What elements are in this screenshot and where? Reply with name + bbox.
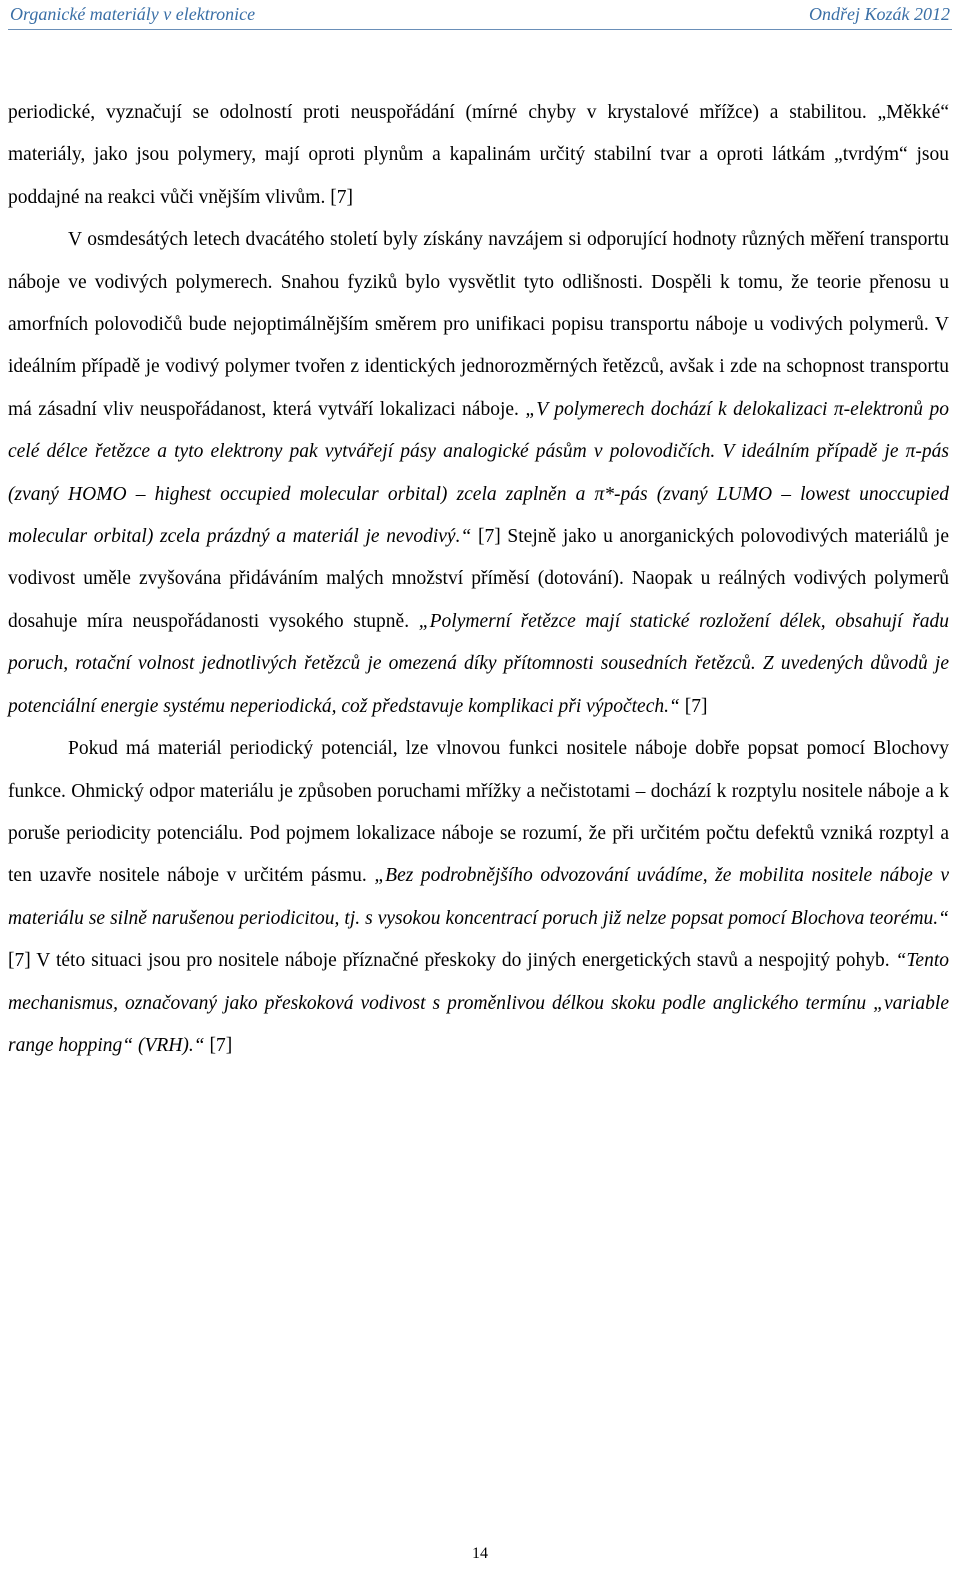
text-run: periodické, vyznačují se odolností proti neuspořádání (mírné chyby v krystalové mřížce) a stabilitou. „Měkké“ materiály, jako jsou polymery, mají oproti plynům a kapalinám určitý stabilní tvar a oproti látkám „tvrdým“ jsou poddajné na reakci vůči vnějším vlivům. [7]	[8, 102, 949, 208]
text-run: V osmdesátých letech dvacátého století byly získány navzájem si odporující hodnoty různých měření transportu náboje ve vodivých polymerech. Snahou fyziků bylo vysvětlit tyto odlišnosti. Dospěli k tomu, že teorie přenosu u amorfních polovodičů bude nejoptimálnějším směrem pro unifikaci popisu transportu náboje u vodivých polymerů. V ideálním případě je vodivý polymer tvořen z identických jednorozměrných řetězců, avšak i zde na schopnost transportu má zásadní vliv neuspořádanost, která vytváří lokalizaci náboje.	[8, 229, 949, 420]
citation: [7]	[204, 1034, 233, 1056]
paragraph-1	[8, 92, 949, 219]
quotation: „Polymerní řetězce mají statické rozložení délek, obsahují řadu poruch, rotační volnost jednotlivých řetězců je omezená díky přítomnosti sousedních řetězců. Z uvedených důvodů je potenciální energie systému neperiodická, což představuje komplikaci při výpočtech.“	[8, 610, 949, 717]
citation: [7]	[679, 695, 708, 717]
body-text	[8, 92, 949, 1067]
paragraph-2	[8, 219, 949, 728]
quotation: „V polymerech dochází k delokalizaci π-elektronů po celé délce řetězce a tyto elektrony pak vytvářejí pásy analogické pásům v polovodičích. V ideálním případě je π-pás (zvaný HOMO – highest occupied molecular orbital) zcela zaplněn a π*-pás (zvaný LUMO – lowest unoccupied molecular orbital) zcela prázdný a materiál je nevodivý.“	[8, 398, 949, 548]
running-header	[8, 0, 952, 30]
page-number: 14	[472, 1545, 488, 1562]
text-run: [7] Stejně jako u anorganických polovodivých materiálů je vodivost uměle zvyšována přidáváním malých množství příměsí (dotování). Naopak u reálných vodivých polymerů dosahuje míra neuspořádanosti vysokého stupně.	[8, 526, 949, 632]
text-run: [7] V této situaci jsou pro nositele náboje příznačné přeskoky do jiných energetických stavů a nespojitý pohyb.	[8, 950, 896, 972]
header-author: Ondřej Kozák 2012	[809, 4, 950, 24]
paragraph-3	[8, 728, 949, 1067]
header-title: Organické materiály v elektronice	[10, 4, 256, 24]
quotation: „Bez podrobnějšího odvozování uvádíme, že mobilita nositele náboje v materiálu se silně narušenou periodicitou, tj. s vysokou koncentrací poruch již nelze popsat pomocí Blochova teorému.“	[8, 865, 949, 929]
quotation: “Tento mechanismus, označovaný jako přeskoková vodivost s proměnlivou délkou skoku podle anglického termínu „variable range hopping“ (VRH).“	[8, 950, 949, 1056]
text-run: Pokud má materiál periodický potenciál, lze vlnovou funkci nositele náboje dobře popsat pomocí Blochovy funkce. Ohmický odpor materiálu je způsoben poruchami mřížky a nečistotami – dochází k rozptylu nositele náboje a k poruše periodicity potenciálu. Pod pojmem lokalizace náboje se rozumí, že při určitém počtu defektů vzniká rozptyl a ten uzavře nositele náboje v určitém pásmu.	[8, 738, 949, 887]
